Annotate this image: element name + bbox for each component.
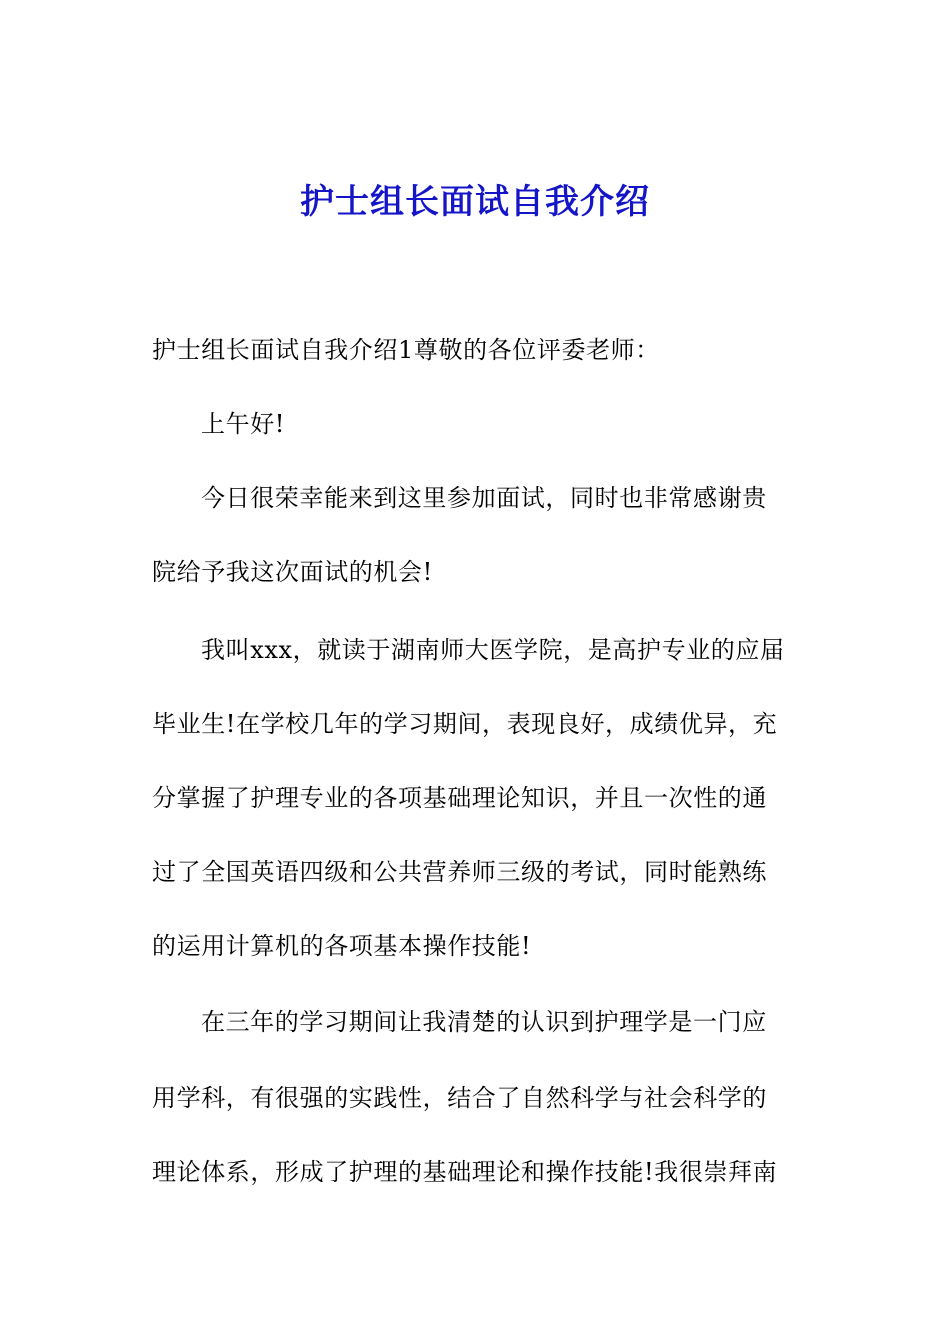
paragraph-line-10: 在三年的学习期间让我清楚的认识到护理学是一门应 [201, 1008, 767, 1036]
paragraph-line-8: 过了全国英语四级和公共营养师三级的考试，同时能熟练 [152, 858, 767, 886]
paragraph-line-11: 用学科，有很强的实践性，结合了自然科学与社会科学的 [152, 1084, 767, 1112]
document-title: 护士组长面试自我介绍 [300, 182, 650, 222]
paragraph-line-9: 的运用计算机的各项基本操作技能! [152, 932, 532, 960]
paragraph-line-7: 分掌握了护理专业的各项基础理论知识，并且一次性的通 [152, 784, 767, 812]
paragraph-line-12: 理论体系，形成了护理的基础理论和操作技能!我很崇拜南 [152, 1158, 778, 1186]
paragraph-line-1: 护士组长面试自我介绍1尊敬的各位评委老师： [152, 336, 660, 364]
paragraph-line-3: 今日很荣幸能来到这里参加面试，同时也非常感谢贵 [201, 484, 767, 512]
paragraph-line-2: 上午好! [201, 410, 286, 438]
paragraph-line-5: 我叫xxx，就读于湖南师大医学院，是高护专业的应届 [201, 636, 785, 664]
paragraph-line-4: 院给予我这次面试的机会! [152, 558, 433, 586]
paragraph-line-6: 毕业生!在学校几年的学习期间，表现良好，成绩优异，充 [152, 710, 778, 738]
